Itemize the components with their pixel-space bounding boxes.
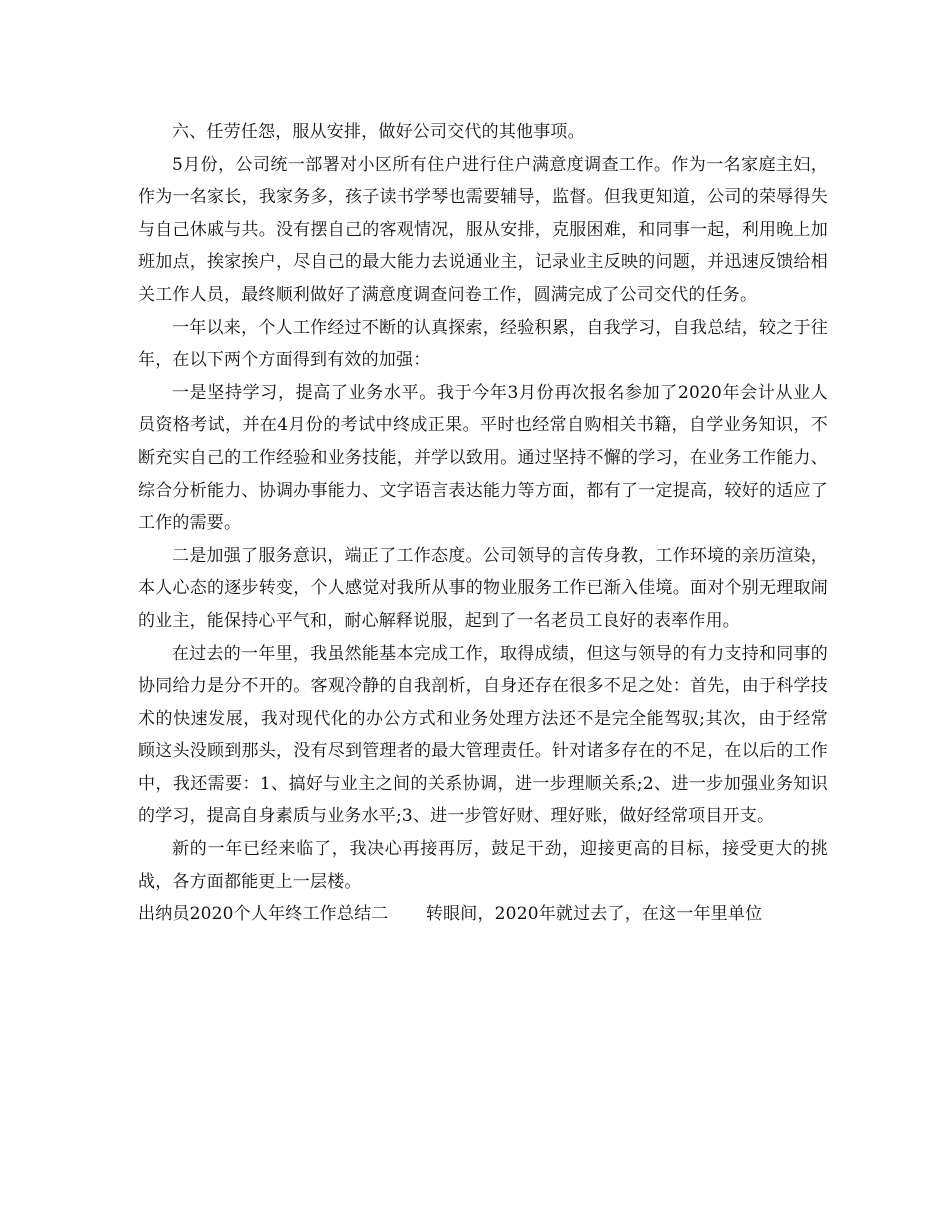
next-section-line	[138, 898, 828, 931]
paragraph-3: 一年以来，个人工作经过不断的认真探索，经验积累，自我学习，自我总结，较之于往年，在以下两个方面得到有效的加强：	[138, 317, 828, 371]
heading-gap	[388, 898, 425, 931]
document-body	[138, 116, 828, 931]
paragraph-6: 在过去的一年里，我虽然能基本完成工作，取得成绩，但这与领导的有力支持和同事的协同给力是分不开的。客观冷静的自我剖析，自身还存在很多不足之处：首先，由于科学技术的快速发展，我对现代化的办公方式和业务处理方法还不是完全能驾驭;其次，由于经常顾这头没顾到那头，没有尽到管理者的最大管理责任。针对诸多存在的不足，在以后的工作中，我还需要：1、搞好与业主之间的关系协调，进一步理顺关系;2、进一步加强业务知识的学习，提高自身素质与业务水平;3、进一步管好财、理好账，做好经常项目开支。	[138, 643, 828, 827]
paragraph-2: 5月份，公司统一部署对小区所有住户进行住户满意度调查工作。作为一名家庭主妇，作为一名家长，我家务多，孩子读书学琴也需要辅导，监督。但我更知道，公司的荣辱得失与自己休戚与共。没有摆自己的客观情况，服从安排，克服困难，和同事一起，利用晚上加班加点，挨家挨户，尽自己的最大能力去说通业主，记录业主反映的问题，并迅速反馈给相关工作人员，最终顺利做好了满意度调查问卷工作，圆满完成了公司交代的任务。	[138, 154, 828, 305]
paragraph-7: 新的一年已经来临了，我决心再接再厉，鼓足干劲，迎接更高的目标，接受更大的挑战，各方面都能更上一层楼。	[138, 839, 828, 892]
paragraph-5: 二是加强了服务意识，端正了工作态度。公司领导的言传身教，工作环境的亲历渲染，本人心态的逐步转变，个人感觉对我所从事的物业服务工作已渐入佳境。面对个别无理取闹的业主，能保持心平气和，耐心解释说服，起到了一名老员工良好的表率作用。	[138, 545, 828, 631]
paragraph-1: 六、任劳任怨，服从安排，做好公司交代的其他事项。	[172, 122, 585, 142]
paragraph-4: 一是坚持学习，提高了业务水平。我于今年3月份再次报名参加了2020年会计从业人员资格考试，并在4月份的考试中终成正果。平时也经常自购相关书籍，自学业务知识，不断充实自己的工作经验和业务技能，并学以致用。通过坚持不懈的学习，在业务工作能力、综合分析能力、协调办事能力、文字语言表达能力等方面，都有了一定提高，较好的适应了工作的需要。	[138, 382, 828, 534]
next-section-heading: 出纳员2020个人年终工作总结二	[138, 904, 389, 925]
next-section-text: 转眼间，2020年就过去了，在这一年里单位	[425, 904, 763, 925]
